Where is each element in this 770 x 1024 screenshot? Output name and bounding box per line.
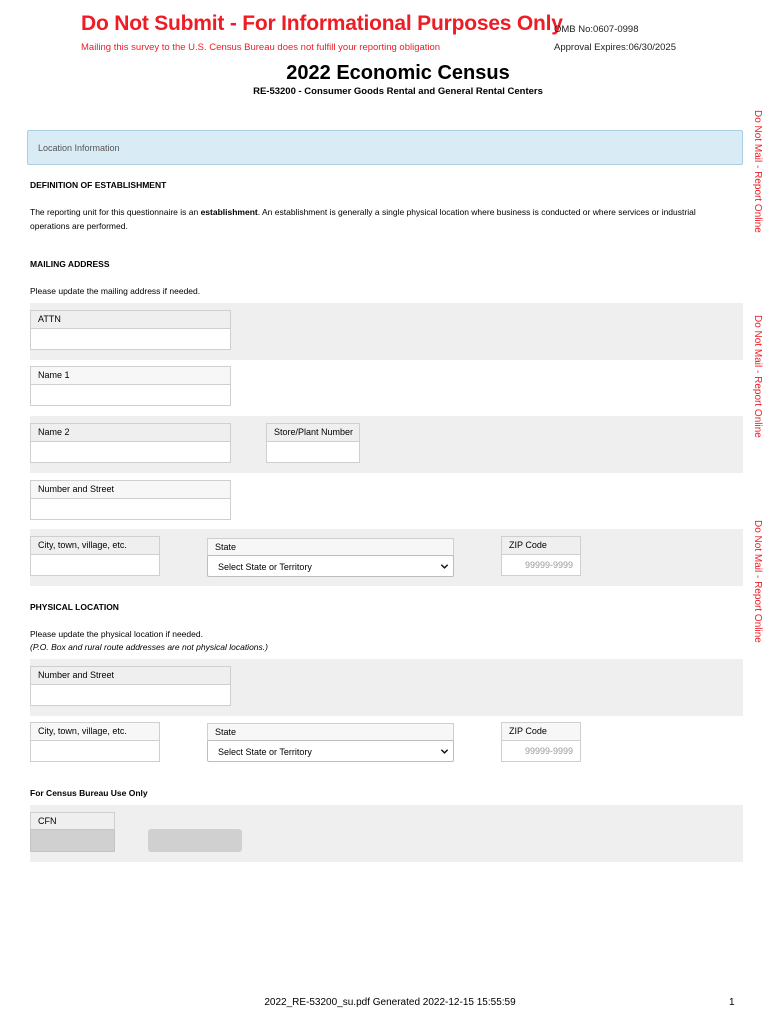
physical-city-label: City, town, village, etc. [30, 722, 160, 740]
mailing-street-label: Number and Street [30, 480, 231, 498]
physical-note: (P.O. Box and rural route addresses are not physical locations.) [30, 642, 268, 652]
cfn-field [30, 812, 115, 830]
approval-expiration: Approval Expires:06/30/2025 [554, 42, 676, 53]
chevron-down-icon [440, 562, 449, 571]
page-title: 2022 Economic Census [286, 62, 510, 84]
mailing-zip-label: ZIP Code [501, 536, 581, 554]
physical-state-select[interactable] [207, 740, 454, 762]
mailing-zip-field [501, 536, 581, 576]
location-info-label: Location Information [38, 143, 120, 153]
location-info-band[interactable] [27, 130, 743, 165]
side-notice: Do Not Mail - Report Online [752, 315, 763, 438]
physical-zip-label: ZIP Code [501, 722, 581, 740]
physical-instruction: Please update the physical location if needed. [30, 629, 203, 639]
name1-input[interactable] [30, 384, 231, 406]
mailing-city-label: City, town, village, etc. [30, 536, 160, 554]
page-subtitle: RE-53200 - Consumer Goods Rental and General Rental Centers [253, 86, 543, 97]
page-number: 1 [729, 997, 735, 1008]
physical-street-input[interactable] [30, 684, 231, 706]
physical-street-field [30, 666, 231, 706]
physical-state-field [207, 723, 454, 741]
mailing-zip-input[interactable]: 99999-9999 [501, 554, 581, 576]
physical-location-heading: PHYSICAL LOCATION [30, 602, 119, 612]
mailing-state-select[interactable] [207, 555, 454, 577]
warning-subtitle: Mailing this survey to the U.S. Census Bureau does not fulfill your reporting obligation [81, 42, 441, 53]
census-use-row [30, 805, 743, 862]
physical-state-select-value: Select State or Territory [218, 747, 312, 757]
store-plant-label: Store/Plant Number [266, 423, 360, 441]
census-use-heading: For Census Bureau Use Only [30, 788, 148, 798]
mailing-state-field [207, 538, 454, 556]
definition-heading: DEFINITION OF ESTABLISHMENT [30, 180, 167, 190]
mailing-city-field [30, 536, 160, 576]
mailing-state-label: State [207, 538, 454, 556]
mailing-street-field [30, 480, 231, 520]
name2-label: Name 2 [30, 423, 231, 441]
chevron-down-icon [440, 747, 449, 756]
name1-field [30, 366, 231, 406]
physical-zip-field [501, 722, 581, 762]
physical-street-label: Number and Street [30, 666, 231, 684]
name1-label: Name 1 [30, 366, 231, 384]
mailing-instruction: Please update the mailing address if needed. [30, 286, 201, 296]
definition-text: The reporting unit for this questionnaire is an establishment. An establishment is generally a single physical location where business is conducted or where services or industrial operations are performed. [30, 207, 696, 231]
omb-number: OMB No:0607-0998 [554, 24, 639, 35]
mailing-state-select-value: Select State or Territory [218, 562, 312, 572]
cfn-secondary-box [148, 829, 242, 852]
store-plant-field [266, 423, 360, 463]
mailing-city-input[interactable] [30, 554, 160, 576]
name2-input[interactable] [30, 441, 231, 463]
physical-city-field [30, 722, 160, 762]
mailing-address-heading: MAILING ADDRESS [30, 259, 110, 269]
attn-label: ATTN [30, 310, 231, 328]
warning-title: Do Not Submit - For Informational Purposes Only [81, 12, 563, 35]
footer-generated: 2022_RE-53200_su.pdf Generated 2022-12-15 15:55:59 [264, 997, 516, 1008]
definition-bold-term: establishment [200, 207, 258, 217]
physical-zip-input[interactable]: 99999-9999 [501, 740, 581, 762]
attn-field [30, 310, 231, 350]
name2-field [30, 423, 231, 463]
physical-city-input[interactable] [30, 740, 160, 762]
store-plant-input[interactable] [266, 441, 360, 463]
side-notice: Do Not Mail - Report Online [752, 520, 763, 643]
physical-state-label: State [207, 723, 454, 741]
mailing-street-input[interactable] [30, 498, 231, 520]
cfn-label: CFN [30, 812, 115, 830]
attn-input[interactable] [30, 328, 231, 350]
cfn-input [30, 829, 115, 852]
side-notice: Do Not Mail - Report Online [752, 110, 763, 233]
